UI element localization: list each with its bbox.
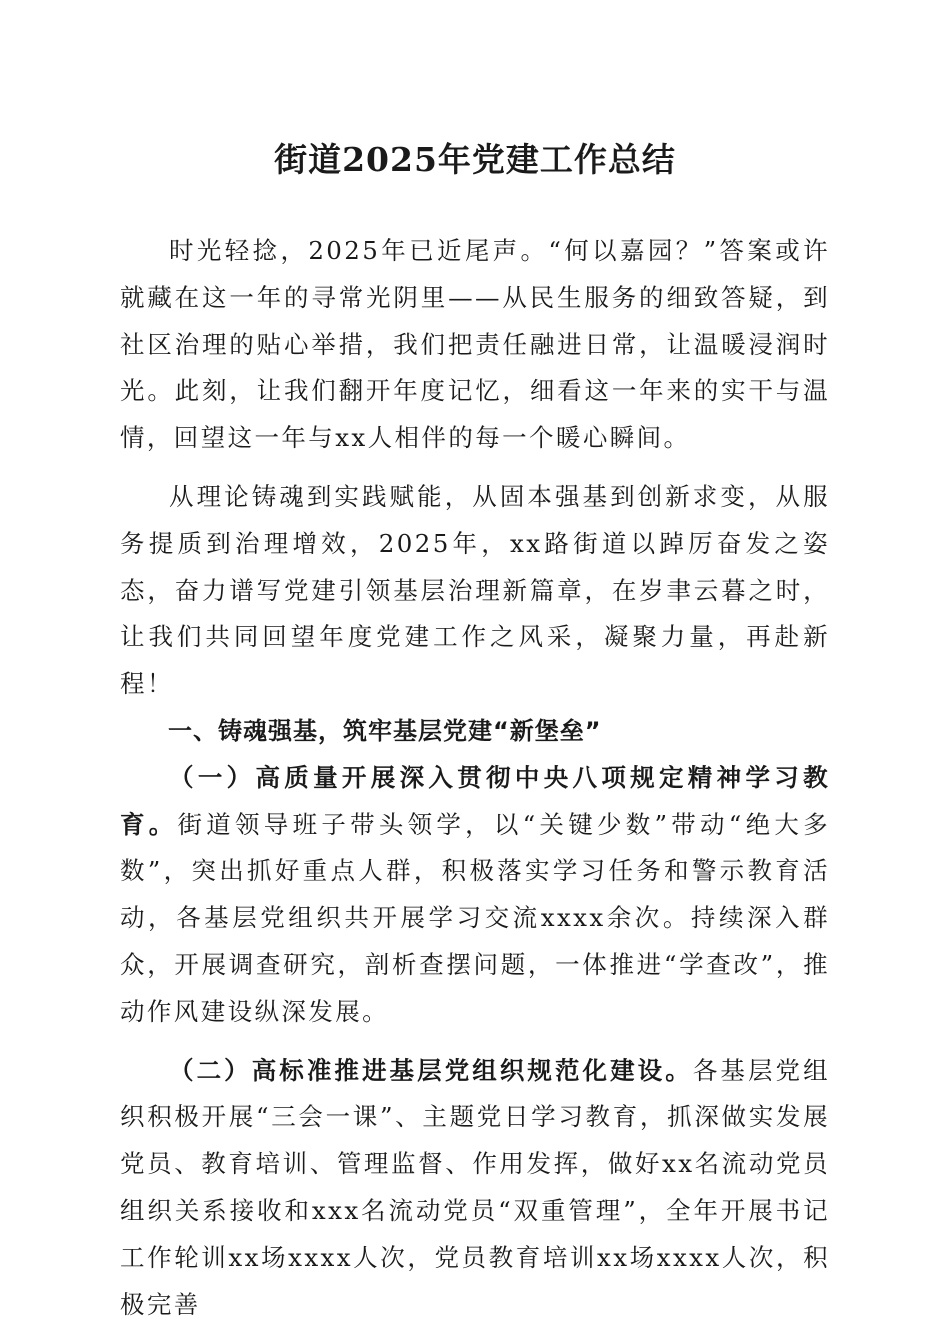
- intro-paragraph-1: 时光轻捻，2025年已近尾声。“何以嘉园？”答案或许就藏在这一年的寻常光阴里——从民生服务的细致答疑，到社区治理的贴心举措，我们把责任融进日常，让温暖浸润时光。此刻，让我们翻开年度记忆，细看这一年来的实干与温情，回望这一年与xx人相伴的每一个暖心瞬间。: [120, 236, 830, 453]
- item-1-paragraph: [120, 755, 830, 1036]
- paragraph-gap: [120, 1036, 830, 1048]
- intro-paragraph-2: 从理论铸魂到实践赋能，从固本强基到创新求变，从服务提质到治理增效，2025年，xx路街道以踔厉奋发之姿态，奋力谱写党建引领基层治理新篇章，在岁聿云暮之时，让我们共同回望年度党建工作之风采，凝聚力量，再赴新程！: [120, 481, 830, 699]
- item-1-body: 街道领导班子带头领学，以“关键少数”带动“绝大多数”，突出抓好重点人群，积极落实学习任务和警示教育活动，各基层党组织共开展学习交流xxxx余次。持续深入群众，开展调查研究，剖析查摆问题，一体推进“学查改”，推动作风建设纵深发展。: [120, 809, 830, 1026]
- item-2-paragraph: [120, 1048, 830, 1329]
- document-title: 街道2025年党建工作总结: [274, 140, 676, 179]
- item-2-body: 各基层党组织积极开展“三会一课”、主题党日学习教育，抓深做实发展党员、教育培训、管理监督、作用发挥，做好xx名流动党员组织关系接收和xxx名流动党员“双重管理”，全年开展书记工作轮训xx场xxxx人次，党员教育培训xx场xxxx人次，积极完善: [120, 1055, 830, 1319]
- document-body: [120, 228, 830, 1328]
- item-1-title: （一）高质量开展深入贯彻中央八项规定精神学习教育。: [120, 762, 830, 839]
- item-2-title: （二）高标准推进基层党组织规范化建设。: [169, 1055, 693, 1085]
- section-1-heading: 一、铸魂强基，筑牢基层党建“新堡垒”: [168, 716, 602, 745]
- paragraph-gap: [120, 462, 830, 474]
